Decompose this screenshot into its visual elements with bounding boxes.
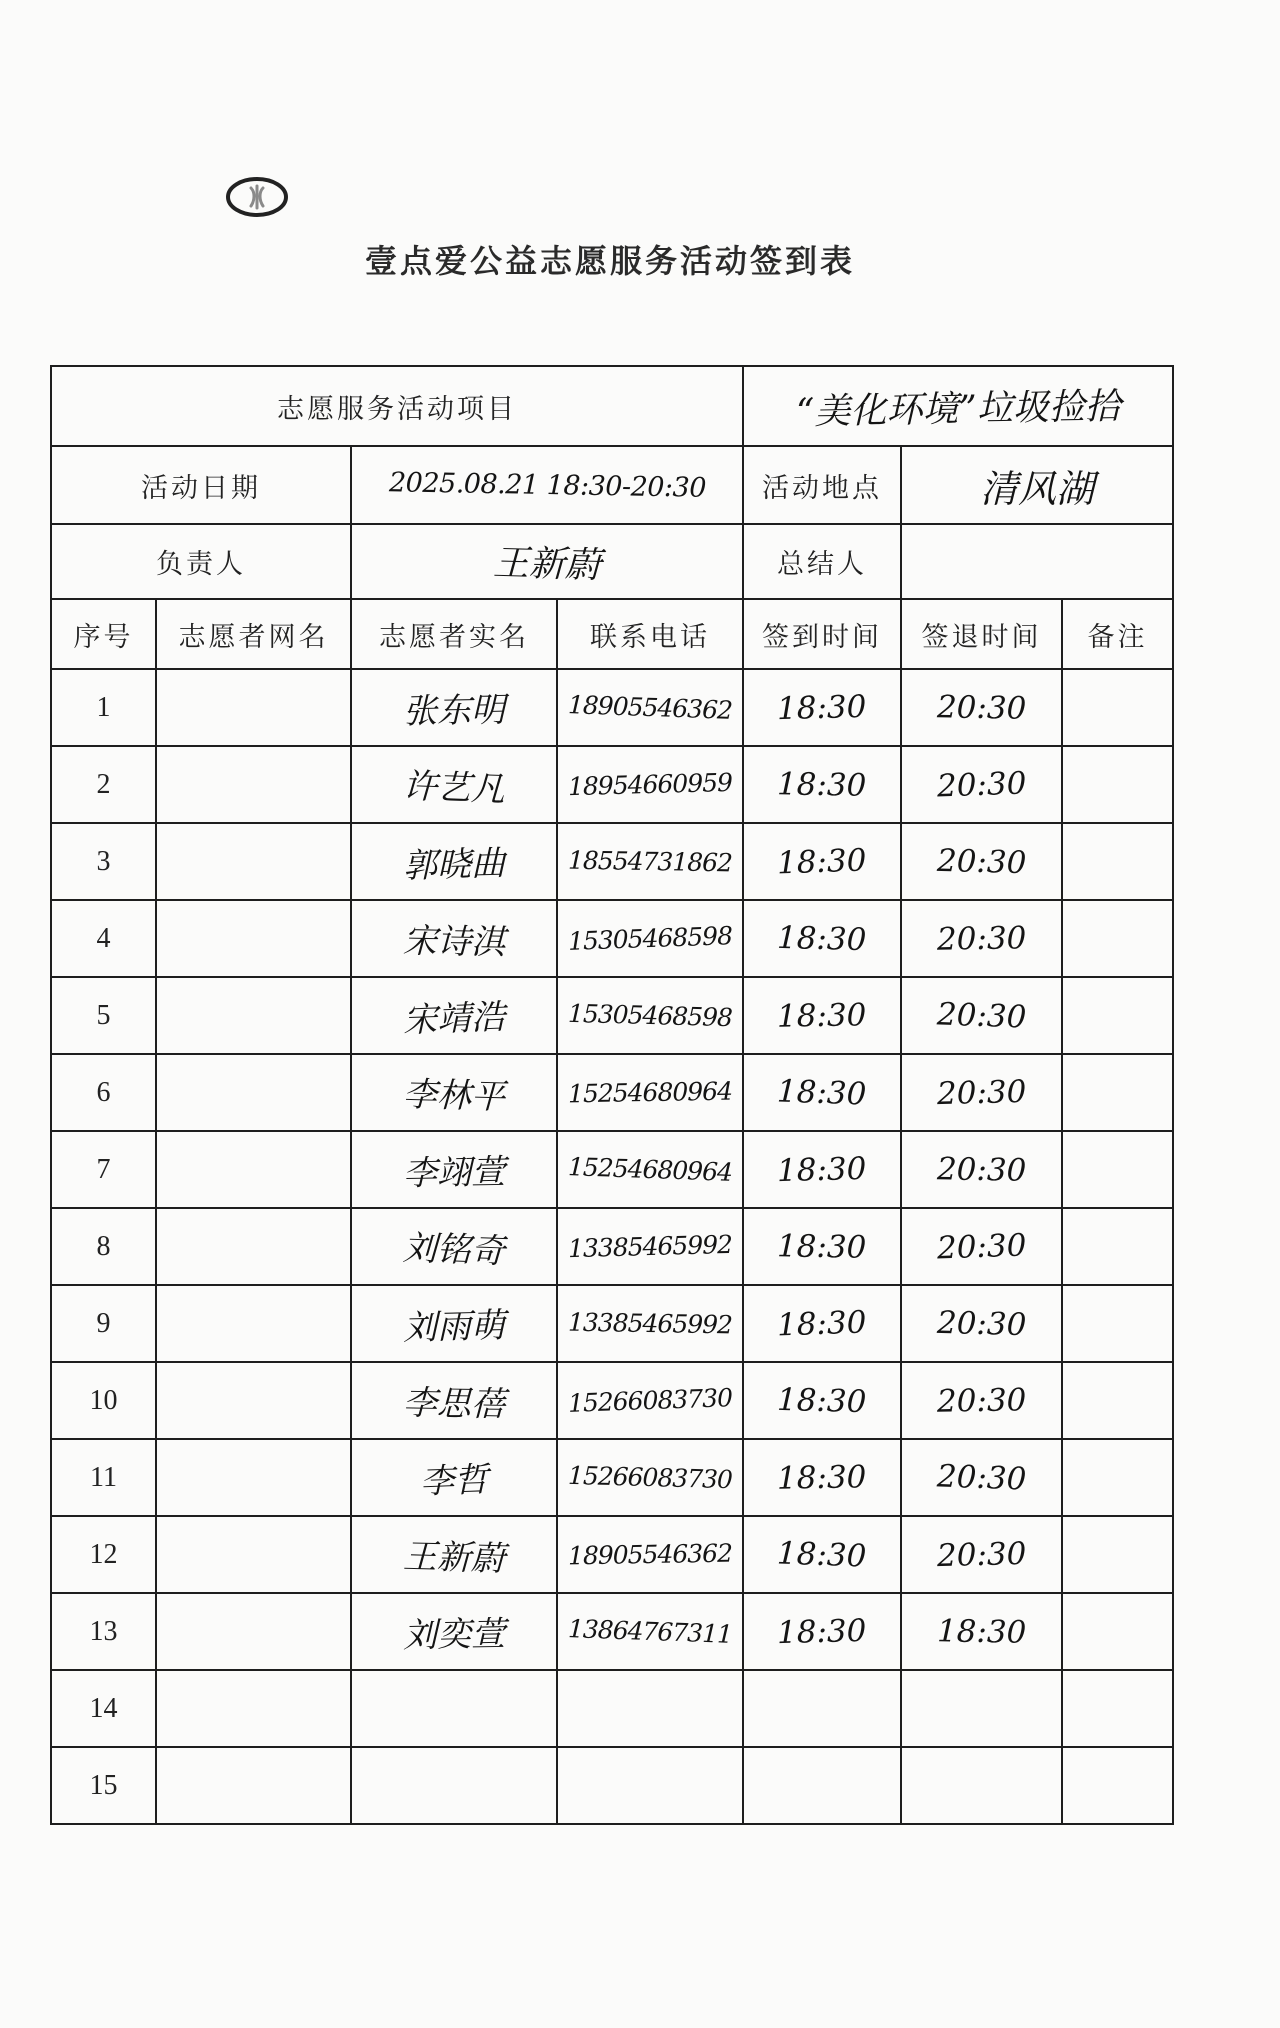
- note-cell: [1062, 1054, 1173, 1131]
- volunteer-nickname-cell: [156, 1439, 351, 1516]
- phone-number: 15305468598: [567, 998, 733, 1033]
- check-out-time: 20:30: [936, 1304, 1027, 1343]
- check-out-time-cell: [901, 977, 1062, 1054]
- row-number: 5: [96, 999, 111, 1031]
- row-number: 11: [90, 1461, 117, 1493]
- volunteer-name-cell: [351, 823, 557, 900]
- volunteer-name: 宋诗淇: [402, 921, 506, 963]
- phone-number-cell: [557, 1670, 743, 1747]
- phone-number-cell: [557, 900, 743, 977]
- phone-number-cell: [557, 1593, 743, 1670]
- check-in-time-cell: [743, 1593, 901, 1670]
- header-nickname: [156, 599, 351, 669]
- note-cell: [1062, 1670, 1173, 1747]
- project-row: [51, 366, 1173, 446]
- logo-icon: [224, 174, 290, 220]
- phone-number-cell: [557, 1285, 743, 1362]
- check-out-time-cell: [901, 1208, 1062, 1285]
- leader-value-cell: [351, 524, 743, 599]
- summarizer-label-cell: [743, 524, 901, 599]
- location-label-cell: [743, 446, 901, 524]
- volunteer-nickname-cell: [156, 1208, 351, 1285]
- row-number-cell: [51, 900, 156, 977]
- volunteer-name-cell: [351, 1285, 557, 1362]
- check-in-time-cell: [743, 823, 901, 900]
- table-row: [51, 669, 1173, 746]
- note-cell: [1062, 1516, 1173, 1593]
- table-row: [51, 1670, 1173, 1747]
- row-number-cell: [51, 1285, 156, 1362]
- date-value: 2025.08.21 18:30-20:30: [388, 466, 706, 504]
- check-in-time: 18:30: [777, 765, 867, 804]
- volunteer-name: 许艺凡: [402, 766, 506, 810]
- volunteer-nickname-cell: [156, 1285, 351, 1362]
- table-row: [51, 1439, 1173, 1516]
- leader-row: [51, 524, 1173, 599]
- check-in-time-cell: [743, 1747, 901, 1824]
- row-number: 2: [96, 768, 111, 800]
- row-number: 7: [96, 1153, 111, 1185]
- check-in-time: 18:30: [776, 1150, 868, 1189]
- table-row: [51, 1362, 1173, 1439]
- header-number-label: 序号: [73, 621, 134, 652]
- check-in-time: 18:30: [776, 688, 868, 727]
- check-out-time-cell: [901, 1670, 1062, 1747]
- table-row: [51, 900, 1173, 977]
- check-in-time-cell: [743, 900, 901, 977]
- volunteer-name-cell: [351, 1747, 557, 1824]
- check-out-time-cell: [901, 1285, 1062, 1362]
- volunteer-name: 郭晓曲: [402, 843, 506, 887]
- check-out-time: 20:30: [936, 1457, 1027, 1498]
- header-check-in-label: 签到时间: [762, 621, 882, 652]
- table-row: [51, 1593, 1173, 1670]
- table-row: [51, 1516, 1173, 1593]
- volunteer-nickname-cell: [156, 1054, 351, 1131]
- table-row: [51, 1131, 1173, 1208]
- volunteer-nickname-cell: [156, 746, 351, 823]
- volunteer-name: 刘雨萌: [402, 1305, 506, 1349]
- row-number-cell: [51, 746, 156, 823]
- phone-number: 18905546362: [567, 690, 733, 725]
- check-out-time-cell: [901, 823, 1062, 900]
- volunteer-name-cell: [351, 1670, 557, 1747]
- phone-number: 13864767311: [567, 1614, 733, 1649]
- row-number-cell: [51, 1747, 156, 1824]
- table-row: [51, 746, 1173, 823]
- check-out-time-cell: [901, 1747, 1062, 1824]
- note-cell: [1062, 669, 1173, 746]
- check-in-time-cell: [743, 1285, 901, 1362]
- check-out-time: 20:30: [936, 1150, 1027, 1189]
- check-in-time-cell: [743, 1439, 901, 1516]
- note-cell: [1062, 1285, 1173, 1362]
- volunteer-name: 刘铭奇: [402, 1228, 506, 1272]
- check-out-time: 20:30: [936, 1535, 1027, 1574]
- table-row: [51, 1747, 1173, 1824]
- volunteer-nickname-cell: [156, 977, 351, 1054]
- row-number-cell: [51, 1054, 156, 1131]
- row-number: 1: [96, 691, 111, 723]
- volunteer-nickname-cell: [156, 1362, 351, 1439]
- header-phone: [557, 599, 743, 669]
- phone-number: 18954660959: [567, 767, 733, 802]
- volunteer-nickname-cell: [156, 1747, 351, 1824]
- check-in-time: 18:30: [777, 1227, 867, 1266]
- check-in-time: 18:30: [776, 1303, 868, 1344]
- leader-label-cell: [51, 524, 351, 599]
- row-number-cell: [51, 669, 156, 746]
- check-in-time: 18:30: [776, 841, 868, 882]
- phone-number-cell: [557, 669, 743, 746]
- header-check-in: [743, 599, 901, 669]
- note-cell: [1062, 1131, 1173, 1208]
- check-in-time: 18:30: [776, 1381, 868, 1420]
- check-out-time: 20:30: [936, 1381, 1027, 1420]
- date-value-cell: [351, 446, 743, 524]
- check-out-time: 20:30: [936, 764, 1027, 805]
- note-cell: [1062, 1362, 1173, 1439]
- check-in-time: 18:30: [776, 1072, 868, 1113]
- row-number-cell: [51, 1439, 156, 1516]
- leader-label: 负责人: [156, 549, 246, 579]
- volunteer-name-cell: [351, 900, 557, 977]
- check-in-time-cell: [743, 1054, 901, 1131]
- check-in-time: 18:30: [777, 1458, 867, 1497]
- volunteer-nickname-cell: [156, 1670, 351, 1747]
- row-number: 12: [89, 1538, 118, 1570]
- check-out-time-cell: [901, 1593, 1062, 1670]
- note-cell: [1062, 1593, 1173, 1670]
- check-out-time-cell: [901, 746, 1062, 823]
- table-row: [51, 977, 1173, 1054]
- row-number: 3: [96, 845, 111, 877]
- header-phone-label: 联系电话: [590, 621, 710, 652]
- check-out-time: 20:30: [936, 995, 1027, 1036]
- header-nickname-label: 志愿者网名: [178, 621, 329, 652]
- volunteer-name: 宋靖浩: [402, 997, 506, 1041]
- row-number: 14: [89, 1692, 118, 1724]
- row-number: 15: [89, 1769, 118, 1801]
- check-in-time: 18:30: [776, 1534, 868, 1575]
- row-number: 10: [89, 1384, 118, 1416]
- header-real-name: [351, 599, 557, 669]
- check-in-time-cell: [743, 977, 901, 1054]
- check-in-time-cell: [743, 1131, 901, 1208]
- phone-number-cell: [557, 746, 743, 823]
- volunteer-nickname-cell: [156, 900, 351, 977]
- table-row: [51, 823, 1173, 900]
- location-value: 清风湖: [980, 466, 1095, 511]
- note-cell: [1062, 977, 1173, 1054]
- check-in-time-cell: [743, 669, 901, 746]
- check-out-time: 20:30: [936, 919, 1027, 958]
- summarizer-value-cell: [901, 524, 1173, 599]
- volunteer-name: 李翊萱: [402, 1152, 506, 1194]
- note-cell: [1062, 823, 1173, 900]
- check-in-time-cell: [743, 1208, 901, 1285]
- check-out-time-cell: [901, 1054, 1062, 1131]
- check-in-time: 18:30: [776, 919, 868, 958]
- header-note-label: 备注: [1087, 621, 1148, 652]
- check-in-time: 18:30: [777, 996, 867, 1035]
- row-number: 4: [96, 922, 111, 954]
- phone-number-cell: [557, 1362, 743, 1439]
- table-row: [51, 1208, 1173, 1285]
- phone-number: 13385465992: [567, 1307, 733, 1340]
- phone-number-cell: [557, 1208, 743, 1285]
- date-label-cell: [51, 446, 351, 524]
- project-value: “美化环境”垃圾捡拾: [795, 385, 1121, 433]
- volunteer-name-cell: [351, 669, 557, 746]
- check-out-time-cell: [901, 1131, 1062, 1208]
- summarizer-label: 总结人: [777, 549, 867, 579]
- volunteer-name-cell: [351, 1054, 557, 1131]
- check-out-time: 20:30: [936, 688, 1027, 727]
- phone-number-cell: [557, 977, 743, 1054]
- phone-number: 18554731862: [567, 845, 733, 878]
- check-out-time: 18:30: [936, 1612, 1027, 1651]
- check-out-time: 20:30: [936, 1226, 1027, 1267]
- phone-number-cell: [557, 1439, 743, 1516]
- row-number: 9: [96, 1307, 111, 1339]
- note-cell: [1062, 1439, 1173, 1516]
- phone-number: 13385465992: [567, 1229, 733, 1264]
- sign-in-table: [50, 365, 1174, 1825]
- phone-number: 15266083730: [567, 1460, 733, 1495]
- row-number-cell: [51, 977, 156, 1054]
- note-cell: [1062, 746, 1173, 823]
- date-row: [51, 446, 1173, 524]
- date-label: 活动日期: [141, 472, 261, 503]
- row-number-cell: [51, 1362, 156, 1439]
- row-number-cell: [51, 1208, 156, 1285]
- phone-number-cell: [557, 823, 743, 900]
- volunteer-name-cell: [351, 1131, 557, 1208]
- volunteer-name: 刘奕萱: [402, 1614, 506, 1656]
- header-check-out-label: 签退时间: [921, 621, 1042, 652]
- check-in-time-cell: [743, 1670, 901, 1747]
- volunteer-nickname-cell: [156, 669, 351, 746]
- check-out-time-cell: [901, 900, 1062, 977]
- row-number-cell: [51, 1131, 156, 1208]
- phone-number-cell: [557, 1516, 743, 1593]
- note-cell: [1062, 900, 1173, 977]
- row-number-cell: [51, 1516, 156, 1593]
- check-out-time-cell: [901, 669, 1062, 746]
- sheet-title: 壹点爱公益志愿服务活动签到表: [364, 243, 855, 279]
- phone-number: 15254680964: [567, 1076, 733, 1109]
- volunteer-name: 张东明: [402, 690, 506, 732]
- volunteer-name-cell: [351, 1362, 557, 1439]
- phone-number-cell: [557, 1131, 743, 1208]
- header-check-out: [901, 599, 1062, 669]
- volunteer-name-cell: [351, 1208, 557, 1285]
- phone-number: 18905546362: [567, 1538, 733, 1571]
- note-cell: [1062, 1208, 1173, 1285]
- row-number: 13: [89, 1615, 118, 1647]
- header-real-name-label: 志愿者实名: [379, 621, 529, 652]
- leader-value: 王新蔚: [492, 542, 602, 587]
- volunteer-nickname-cell: [156, 823, 351, 900]
- check-out-time-cell: [901, 1516, 1062, 1593]
- volunteer-name-cell: [351, 1439, 557, 1516]
- volunteer-nickname-cell: [156, 1593, 351, 1670]
- phone-number: 15305468598: [567, 921, 733, 956]
- volunteer-name: 李林平: [402, 1074, 506, 1118]
- volunteer-name-cell: [351, 1516, 557, 1593]
- volunteer-name: 王新蔚: [402, 1536, 506, 1580]
- volunteer-nickname-cell: [156, 1131, 351, 1208]
- volunteer-name-cell: [351, 1593, 557, 1670]
- project-label: 志愿服务活动项目: [277, 393, 517, 424]
- table-row: [51, 1054, 1173, 1131]
- check-out-time: 20:30: [936, 842, 1027, 881]
- check-in-time-cell: [743, 1516, 901, 1593]
- phone-number: 15254680964: [567, 1152, 733, 1187]
- check-out-time-cell: [901, 1362, 1062, 1439]
- header-number: [51, 599, 156, 669]
- project-value-cell: [743, 366, 1173, 446]
- phone-number-cell: [557, 1054, 743, 1131]
- phone-number-cell: [557, 1747, 743, 1824]
- row-number: 8: [96, 1230, 111, 1262]
- volunteer-name: 李思蓓: [402, 1383, 506, 1425]
- row-number-cell: [51, 823, 156, 900]
- check-in-time: 18:30: [776, 1612, 868, 1651]
- check-out-time: 20:30: [936, 1073, 1027, 1112]
- phone-number: 15266083730: [567, 1383, 733, 1418]
- volunteer-name: 李哲: [419, 1459, 489, 1503]
- table-row: [51, 1285, 1173, 1362]
- column-header-row: [51, 599, 1173, 669]
- note-cell: [1062, 1747, 1173, 1824]
- row-number-cell: [51, 1593, 156, 1670]
- check-out-time-cell: [901, 1439, 1062, 1516]
- check-in-time-cell: [743, 746, 901, 823]
- volunteer-nickname-cell: [156, 1516, 351, 1593]
- project-label-cell: [51, 366, 743, 446]
- row-number: 6: [96, 1076, 111, 1108]
- location-value-cell: [901, 446, 1173, 524]
- volunteer-name-cell: [351, 977, 557, 1054]
- row-number-cell: [51, 1670, 156, 1747]
- location-label: 活动地点: [762, 472, 882, 503]
- header-note: [1062, 599, 1173, 669]
- check-in-time-cell: [743, 1362, 901, 1439]
- volunteer-name-cell: [351, 746, 557, 823]
